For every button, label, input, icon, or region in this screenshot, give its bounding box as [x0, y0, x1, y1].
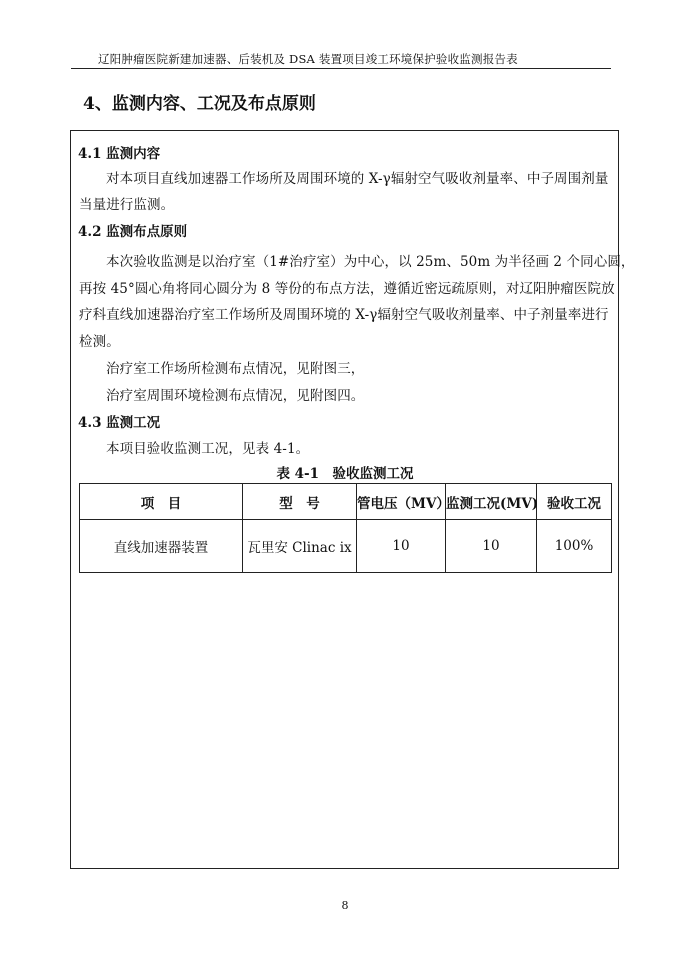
table-cell-acceptance-condition: 100%: [537, 520, 612, 573]
column-header-item: 项 目: [80, 484, 243, 520]
page-number: 8: [341, 899, 349, 912]
column-header-model: 型 号: [243, 484, 357, 520]
paragraph-line: 治疗室工作场所检测布点情况，见附图三，: [106, 361, 365, 377]
paragraph-line: 对本项目直线加速器工作场所及周围环境的 X-γ辐射空气吸收剂量率、中子周围剂量: [106, 171, 609, 187]
subsection-heading-4-1: 4.1 监测内容: [78, 146, 161, 162]
table-cell-tube-voltage: 10: [357, 520, 446, 573]
column-header-tube-voltage: 管电压（MV）: [357, 484, 446, 520]
table-header-row: [80, 484, 612, 520]
column-header-acceptance-condition: 验收工况: [537, 484, 612, 520]
subsection-heading-4-3: 4.3 监测工况: [78, 415, 161, 431]
section-heading: 4、监测内容、工况及布点原则: [83, 94, 316, 114]
subsection-heading-4-2: 4.2 监测布点原则: [78, 224, 188, 240]
paragraph-line: 疗科直线加速器治疗室工作场所及周围环境的 X-γ辐射空气吸收剂量率、中子剂量率进行: [79, 307, 609, 323]
paragraph-line: 本次验收监测是以治疗室（1#治疗室）为中心，以 25m、50m 为半径画 2 个同心圆，: [106, 254, 635, 270]
column-header-monitoring-condition: 监测工况(MV): [446, 484, 537, 520]
paragraph-line: 再按 45°圆心角将同心圆分为 8 等份的布点方法，遵循近密远疏原则，对辽阳肿瘤医院放: [79, 281, 615, 297]
table-caption: 表 4-1 验收监测工况: [276, 466, 414, 482]
paragraph-line: 本项目验收监测工况，见表 4-1。: [106, 441, 310, 457]
paragraph-line: 检测。: [79, 334, 120, 350]
paragraph-line: 治疗室周围环境检测布点情况，见附图四。: [106, 388, 365, 404]
report-header-title: 辽阳肿瘤医院新建加速器、后装机及 DSA 装置项目竣工环境保护验收监测报告表: [98, 52, 518, 66]
paragraph-line: 当量进行监测。: [79, 197, 175, 213]
table-cell-monitoring-condition: 10: [446, 520, 537, 573]
table-cell-model: 瓦里安 Clinac ix: [243, 520, 357, 573]
acceptance-conditions-table: [79, 483, 612, 573]
table-cell-item: 直线加速器装置: [80, 520, 243, 573]
header-divider: [71, 68, 611, 69]
table-row: [80, 520, 612, 573]
